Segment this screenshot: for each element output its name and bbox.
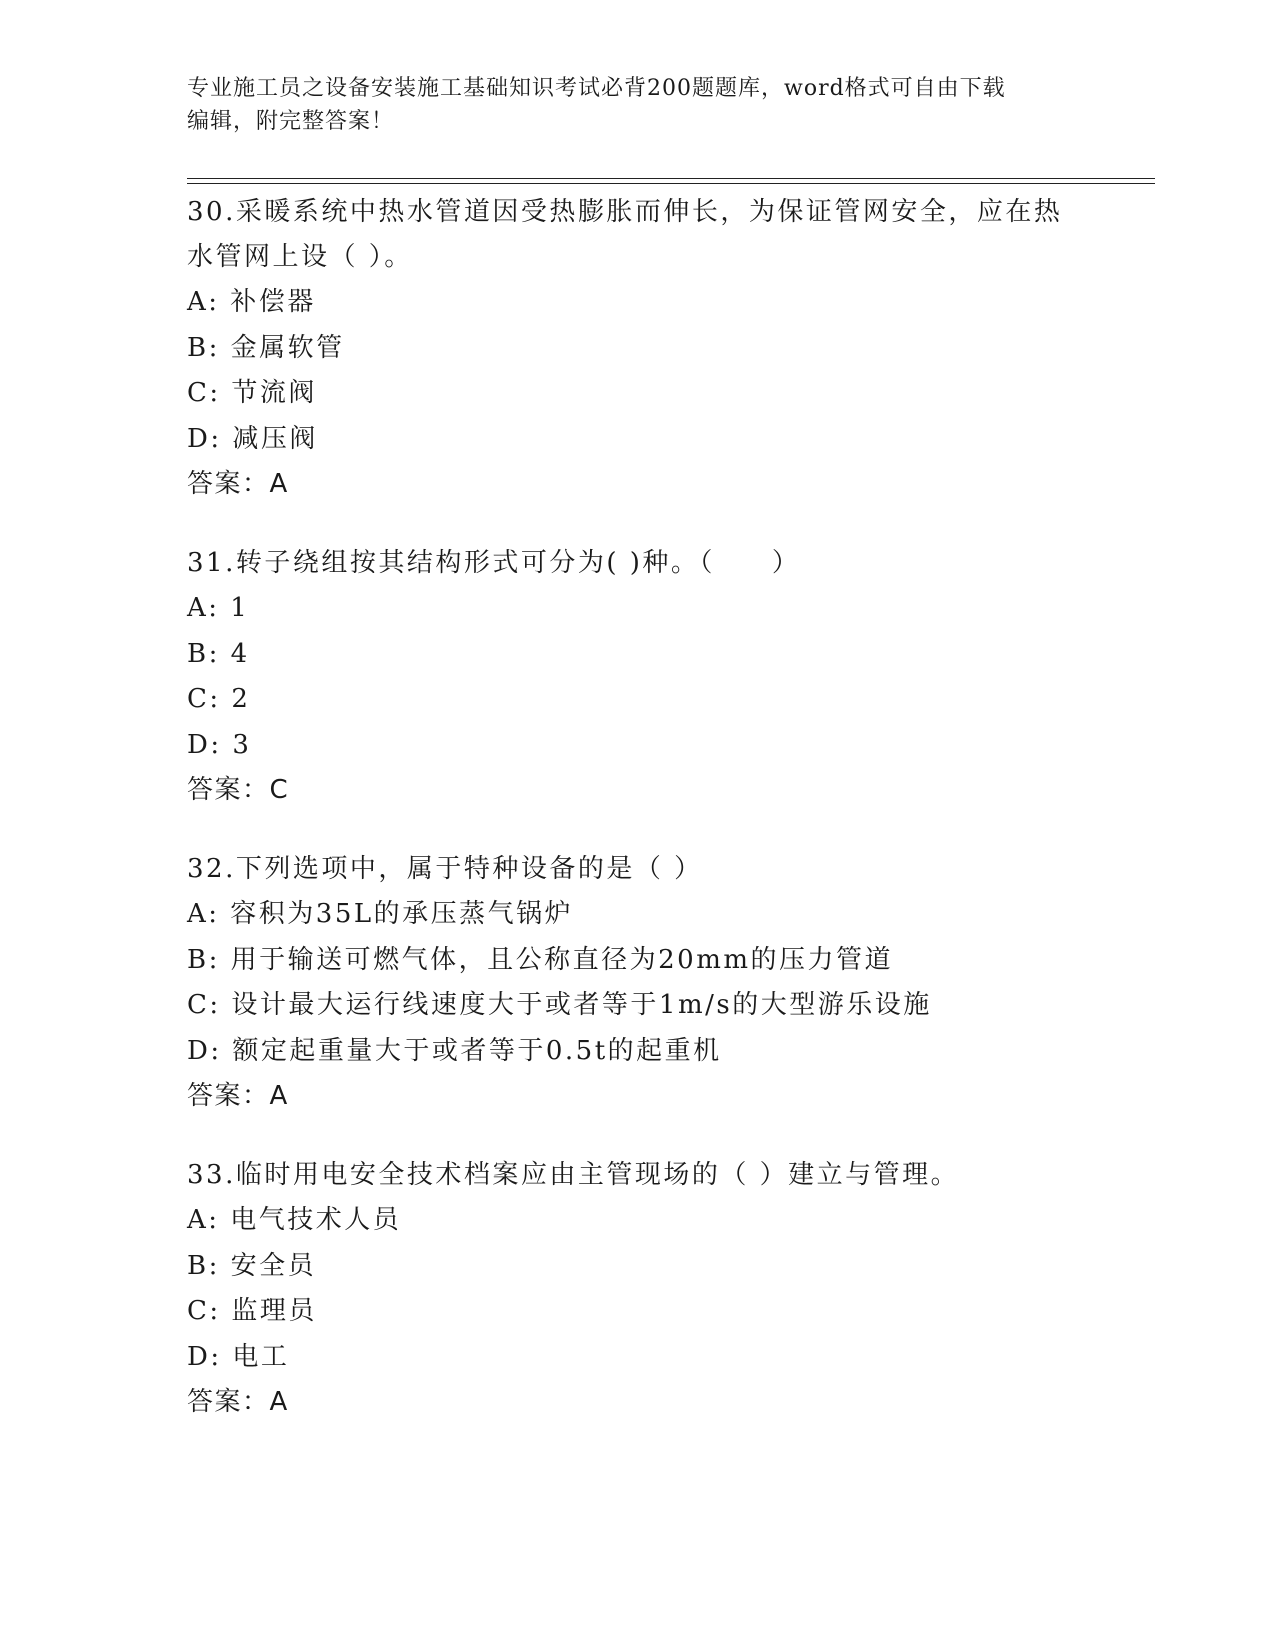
- option-c: C: 2: [187, 684, 251, 714]
- question-33: [187, 1153, 1087, 1425]
- option-d: D: 额定起重量大于或者等于0.5t的起重机: [187, 1035, 722, 1066]
- option-d: D: 减压阀: [187, 423, 318, 454]
- question-31: [187, 541, 1087, 813]
- option-a: A: 电气技术人员: [187, 1205, 402, 1235]
- question-30: [187, 190, 1087, 507]
- header-divider-bottom: [187, 183, 1155, 184]
- option-a: A: 1: [187, 593, 250, 623]
- answer: 答案：A: [187, 469, 289, 499]
- option-b: B: 金属软管: [187, 332, 345, 363]
- question-stem: [187, 541, 1087, 586]
- option-d: D: 电工: [187, 1341, 290, 1372]
- question-stem-line: 33.临时用电安全技术档案应由主管现场的（ ）建立与管理。: [187, 1160, 960, 1190]
- question-stem-line: 30.采暖系统中热水管道因受热膨胀而伸长，为保证管网安全，应在热: [187, 197, 1063, 227]
- option-d: D: 3: [187, 729, 252, 760]
- question-stem-line: 31.转子绕组按其结构形式可分为( )种。（ ）: [187, 548, 801, 578]
- option-a: A: 补偿器: [187, 287, 316, 317]
- question-stem: [187, 1153, 1087, 1198]
- question-stem-line: 水管网上设（ ）。: [187, 242, 413, 272]
- option-b: B: 4: [187, 638, 250, 669]
- question-list: [187, 190, 1087, 1459]
- question-stem: [187, 190, 1087, 280]
- header-line-1: 专业施工员之设备安装施工基础知识考试必背200题题库，word格式可自由下载: [187, 76, 1006, 101]
- option-c: C: 节流阀: [187, 378, 317, 408]
- option-a: A: 容积为35L的承压蒸气锅炉: [187, 899, 574, 929]
- question-stem: [187, 847, 1087, 892]
- question-32: [187, 847, 1087, 1119]
- answer: 答案：A: [187, 1387, 289, 1417]
- option-c: C: 设计最大运行线速度大于或者等于1m/s的大型游乐设施: [187, 990, 932, 1020]
- question-stem-line: 32.下列选项中，属于特种设备的是（ ）: [187, 854, 703, 884]
- option-c: C: 监理员: [187, 1296, 317, 1326]
- option-b: B: 安全员: [187, 1250, 317, 1281]
- header-divider-top: [187, 178, 1155, 179]
- document-header: [187, 72, 1087, 138]
- header-line-2: 编辑，附完整答案！: [187, 109, 395, 134]
- answer: 答案：A: [187, 1081, 289, 1111]
- answer: 答案：C: [187, 775, 290, 805]
- option-b: B: 用于输送可燃气体，且公称直径为20mm的压力管道: [187, 944, 894, 975]
